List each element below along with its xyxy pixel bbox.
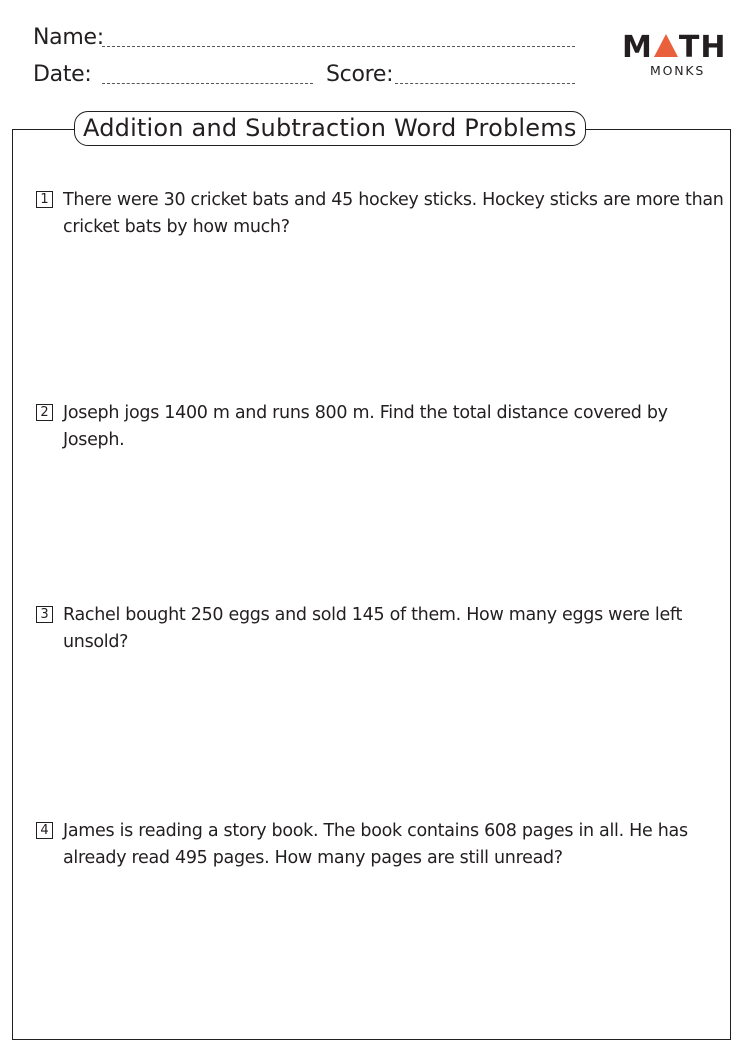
question-1 xyxy=(36,187,731,241)
date-label: Date: xyxy=(33,62,92,87)
name-field[interactable] xyxy=(102,46,575,47)
score-label: Score: xyxy=(326,62,394,87)
question-text: Rachel bought 250 eggs and sold 145 of them. How many eggs were left unsold? xyxy=(63,605,683,652)
date-field[interactable] xyxy=(102,83,313,84)
question-text: Joseph jogs 1400 m and runs 800 m. Find the total distance covered by Joseph. xyxy=(63,403,668,450)
question-4 xyxy=(36,818,731,872)
question-2 xyxy=(36,400,731,454)
question-number-box: 4 xyxy=(36,822,53,839)
worksheet-frame xyxy=(12,129,731,1040)
question-number-box: 3 xyxy=(36,606,53,623)
question-number-box: 2 xyxy=(36,404,53,421)
triangle-icon xyxy=(654,34,678,57)
name-label: Name: xyxy=(33,25,104,50)
question-text: There were 30 cricket bats and 45 hockey sticks. Hockey sticks are more than cricket bats by how much? xyxy=(63,190,724,237)
score-field[interactable] xyxy=(395,83,575,84)
logo-letter-m: M xyxy=(622,30,653,65)
question-3 xyxy=(36,602,731,656)
logo-letters-th: TH xyxy=(678,30,727,65)
question-number-box: 1 xyxy=(36,191,53,208)
worksheet-title: Addition and Subtraction Word Problems xyxy=(74,111,586,146)
question-text: James is reading a story book. The book contains 608 pages in all. He has already read 495 pages. How many pages are still unread? xyxy=(63,821,688,868)
math-monks-logo xyxy=(622,30,726,65)
logo-subtext: MONKS xyxy=(650,63,706,78)
